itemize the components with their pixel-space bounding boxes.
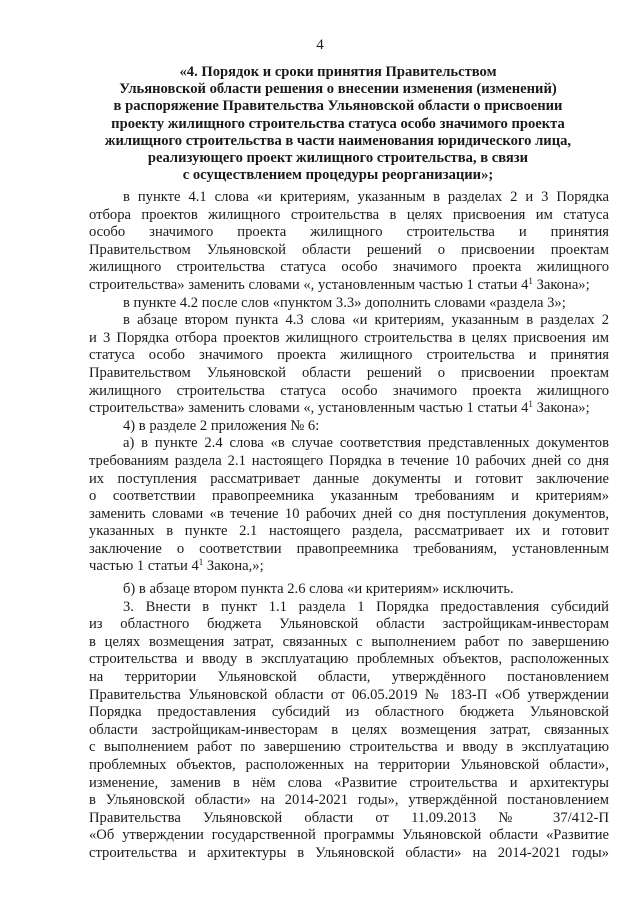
text-line: в целях возмещения затрат, связанных с выполнением работ по завершению: [89, 633, 609, 650]
text-line: Правительства Ульяновской области от 11.09.2013 № 37/412-П: [89, 809, 609, 826]
text-line: их поступления рассматривает данные документы и готовит заключение: [89, 470, 609, 487]
text-line: требованиям раздела 2.1 настоящего Порядка в течение 10 рабочих дней со дня: [89, 452, 609, 469]
paragraph: [89, 312, 609, 418]
text-line: «Об утверждении государственной программы Ульяновской области «Развитие: [89, 827, 609, 844]
text-line: особо значимого проекта жилищного строительства и принятия: [89, 224, 609, 241]
text-line: проблемных объектов, расположенных на территории Ульяновской области»,: [89, 757, 609, 773]
text-span: Закона,»;: [206, 558, 264, 575]
document-body: [89, 189, 609, 863]
paragraph: [89, 418, 609, 436]
page-number: 4: [316, 37, 324, 53]
text-line: б) в абзаце втором пункта 2.6 слова «и критериям» исключить.: [123, 581, 514, 598]
paragraph: [89, 189, 609, 295]
text-span: Закона»;: [536, 276, 590, 293]
text-line: Правительством Ульяновской области решений о присвоении проектам: [89, 241, 609, 258]
text-line: заменить словами «в течение 10 рабочих дней со дня поступления документов,: [89, 505, 609, 522]
text-line: Правительства Ульяновской области от 06.05.2019 № 183-П «Об утверждении: [89, 686, 609, 703]
text-line: жилищного строительства статуса особо значимого проекта жилищного: [89, 382, 609, 399]
text-line: [89, 558, 609, 576]
text-line: жилищного строительства статуса особо значимого проекта жилищного: [89, 259, 609, 276]
text-line: указанных в пункте 2.1 настоящего раздела, рассматривает их и готовит: [89, 523, 609, 540]
text-line: Правительством Ульяновской области решений о присвоении проектам: [89, 364, 609, 381]
paragraph: [89, 295, 609, 313]
paragraph: [89, 435, 609, 576]
heading-line: реализующего проект жилищного строительства, в связи: [147, 150, 529, 167]
text-line: [89, 400, 609, 418]
text-line: на территории Ульяновской области, утверждённого постановлением: [89, 669, 609, 686]
text-line: из областного бюджета Ульяновской области застройщикам-инвесторам: [89, 616, 609, 633]
text-span: Закона»;: [536, 400, 590, 417]
text-line: в пункте 4.1 слова «и критериям, указанным в разделах 2 и 3 Порядка: [123, 189, 609, 205]
text-line: строительства и архитектуры в Ульяновской области» на 2014-2021 годы»: [89, 844, 609, 861]
heading-line: в распоряжение Правительства Ульяновской области о присвоении: [113, 98, 563, 115]
superscript: 1: [528, 399, 533, 410]
heading-line: проекту жилищного строительства статуса особо значимого проекта: [111, 115, 565, 132]
text-line: области застройщикам-инвесторам в целях возмещения затрат, связанных: [89, 721, 609, 738]
text-line: строительства и вводу в эксплуатацию проблемных объектов, расположенных: [89, 651, 609, 668]
text-line: отбора проектов жилищного строительства в целях присвоения им статуса: [89, 206, 609, 223]
section-heading: [78, 64, 598, 184]
text-line: с выполнением работ по завершению строительства и вводу в эксплуатацию: [89, 739, 609, 756]
text-line: в Ульяновской области» на 2014-2021 годы», утверждённой постановлением: [89, 792, 609, 809]
text-line: и 3 Порядка отбора проектов жилищного строительства в целях присвоения им: [89, 329, 609, 346]
text-span: строительства» заменить словами «, установленным частью 1 статьи 4: [89, 276, 529, 293]
text-span: строительства» заменить словами «, установленным частью 1 статьи 4: [89, 400, 529, 417]
text-line: о соответствии правопреемника указанным требованиям и критериям»: [89, 488, 609, 505]
text-line: а) в пункте 2.4 слова «в случае соответствия представленных документов: [123, 435, 609, 452]
text-line: изменение, заменив в нём слова «Развитие строительства и архитектуры: [89, 774, 609, 791]
superscript: 1: [198, 557, 204, 568]
text-line: заключение о соответствии правопреемника требованиям, установленным: [89, 540, 609, 557]
text-line: Порядка предоставления субсидий из областного бюджета Ульяновской: [89, 704, 609, 721]
text-line: статуса особо значимого проекта жилищного строительства и принятия: [89, 347, 609, 364]
paragraph: [89, 599, 609, 863]
text-line: 4) в разделе 2 приложения № 6:: [123, 417, 320, 434]
heading-line: Ульяновской области решения о внесении изменения (изменений): [119, 81, 557, 98]
paragraph: [89, 581, 609, 599]
superscript: 1: [528, 275, 533, 286]
text-span: частью 1 статьи 4: [89, 558, 199, 575]
heading-line: с осуществлением процедуры реорганизации»;: [182, 167, 494, 184]
text-line: в абзаце втором пункта 4.3 слова «и критериям, указанным в разделах 2: [123, 312, 609, 329]
heading-line: жилищного строительства в части наименования юридического лица,: [104, 132, 572, 149]
text-line: [89, 277, 609, 295]
text-line: в пункте 4.2 после слов «пунктом 3.3» дополнить словами «раздела 3»;: [123, 294, 566, 311]
text-line: 3. Внести в пункт 1.1 раздела 1 Порядка предоставления субсидий: [123, 598, 609, 615]
heading-line: «4. Порядок и сроки принятия Правительством: [179, 64, 497, 80]
